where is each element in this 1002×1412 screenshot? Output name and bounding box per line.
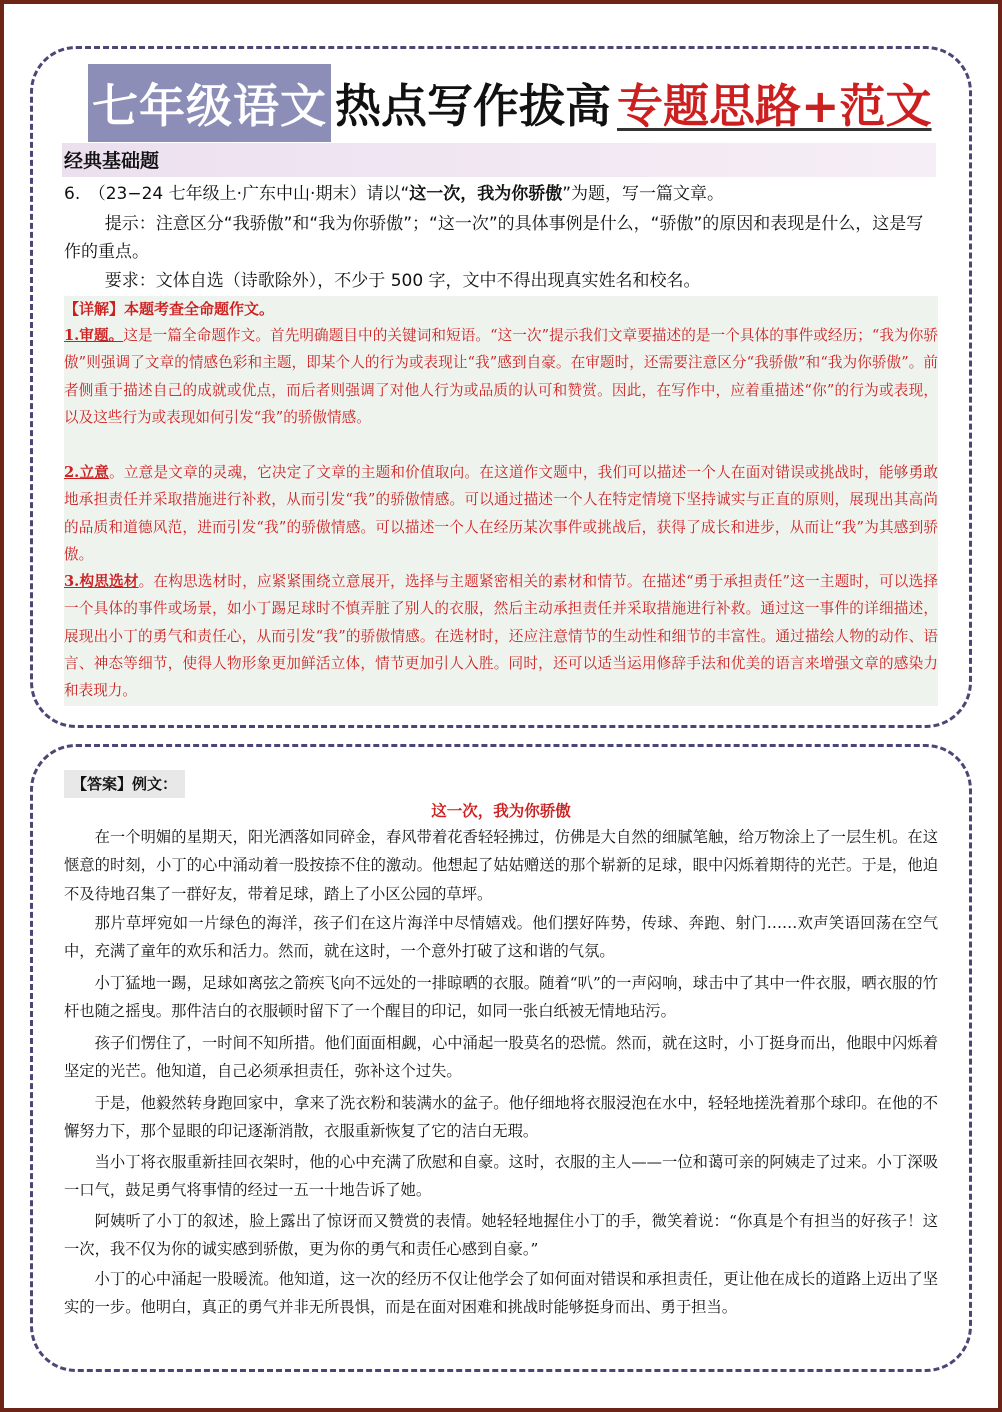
essay-title: 这一次，我为你骄傲 bbox=[431, 801, 571, 820]
explanation-item-lead: 1.审题。 bbox=[64, 327, 124, 344]
question-prefix: 6. （23−24 七年级上·广东中山·期末）请以“ bbox=[64, 184, 410, 204]
question-requirement: 要求：文体自选（诗歌除外），不少于 500 字，文中不得出现真实姓名和校名。 bbox=[104, 271, 701, 291]
explanation-item bbox=[64, 568, 938, 704]
section-bar bbox=[62, 143, 936, 177]
question-suffix: ”为题，写一篇文章。 bbox=[562, 184, 725, 204]
explanation-item-text: 这是一篇全命题作文。首先明确题目中的关键词和短语。“这一次”提示我们文章要描述的是一个具体的事件或经历；“我为你骄傲”则强调了文章的情感色彩和主题，即某个人的行为或表现让“我”感到自豪。在审题时，还需要注意区分“我骄傲”和“我为你骄傲”。前者侧重于描述自己的成就或优点，而后者则强调了对他人行为或品质的认可和赞赏。因此，在写作中，应着重描述“你”的行为或表现，以及这些行为或表现如何引发“我”的骄傲情感。 bbox=[64, 327, 938, 426]
essay-paragraph: 在一个明媚的星期天，阳光洒落如同碎金，春风带着花香轻轻拂过，仿佛是大自然的细腻笔触，给万物涂上了一层生机。在这惬意的时刻，小丁的心中涌动着一股按捺不住的激动。他想起了姑姑赠送的那个崭新的足球，眼中闪烁着期待的光芒。于是，他迫不及待地召集了一群好友，带着足球，踏上了小区公园的草坪。 bbox=[64, 828, 938, 903]
essay-paragraph: 那片草坪宛如一片绿色的海洋，孩子们在这片海洋中尽情嬉戏。他们摆好阵势，传球、奔跑、射门……欢声笑语回荡在空气中，充满了童年的欢乐和活力。然而，就在这时，一个意外打破了这和谐的气氛。 bbox=[64, 914, 938, 961]
explanation-item bbox=[64, 322, 938, 431]
essay-paragraph: 孩子们愣住了，一时间不知所措。他们面面相觑，心中涌起一股莫名的恐慌。然而，就在这时，小丁挺身而出，他眼中闪烁着坚定的光芒。他知道，自己必须承担责任，弥补这个过失。 bbox=[64, 1034, 938, 1081]
essay-paragraph: 于是，他毅然转身跑回家中，拿来了洗衣粉和装满水的盆子。他仔细地将衣服浸泡在水中，轻轻地搓洗着那个球印。在他的不懈努力下，那个显眼的印记逐渐消散，衣服重新恢复了它的洁白无瑕。 bbox=[64, 1094, 938, 1141]
title-topic: 热点写作拔高 bbox=[335, 79, 611, 133]
explanation-item-lead: 2.立意 bbox=[64, 464, 110, 481]
title-grade: 七年级语文 bbox=[88, 64, 331, 142]
explanation-item-text: 。立意是文章的灵魂，它决定了文章的主题和价值取向。在这道作文题中，我们可以描述一个人在面对错误或挑战时，能够勇敢地承担责任并采取措施进行补救，从而引发“我”的骄傲情感。可以通过描述一个人在特定情境下坚持诚实与正直的原则，展现出其高尚的品质和道德风范，进而引发“我”的骄傲情感。可以描述一个人在经历某次事件或挑战后，获得了成长和进步，从而让“我”为其感到骄傲。 bbox=[64, 464, 938, 563]
question-hint: 提示：注意区分“我骄傲”和“我为你骄傲”；“这一次”的具体事例是什么，“骄傲”的原因和表现是什么，这是写作的重点。 bbox=[64, 214, 924, 262]
essay-paragraph: 小丁猛地一踢，足球如离弦之箭疾飞向不远处的一排晾晒的衣服。随着“叭”的一声闷响，球击中了其中一件衣服，晒衣服的竹杆也随之摇曳。那件洁白的衣服顿时留下了一个醒目的印记，如同一张白纸被无情地玷污。 bbox=[64, 974, 938, 1021]
essay-paragraph: 小丁的心中涌起一股暖流。他知道，这一次的经历不仅让他学会了如何面对错误和承担责任，更让他在成长的道路上迈出了坚实的一步。他明白，真正的勇气并非无所畏惧，而是在面对困难和挑战时能够挺身而出、勇于担当。 bbox=[64, 1270, 938, 1317]
essay-paragraph: 阿姨听了小丁的叙述，脸上露出了惊讶而又赞赏的表情。她轻轻地握住小丁的手，微笑着说：“你真是个有担当的好孩子！这一次，我不仅为你的诚实感到骄傲，更为你的勇气和责任心感到自豪。” bbox=[64, 1212, 938, 1259]
question-topic: 这一次，我为你骄傲 bbox=[409, 184, 563, 204]
explanation-header: 【详解】本题考查全命题作文。 bbox=[64, 300, 275, 318]
title-subject: 专题思路+范文 bbox=[617, 79, 932, 133]
section-label: 经典基础题 bbox=[64, 150, 160, 172]
explanation-item-lead: 3.构思选材 bbox=[64, 573, 139, 590]
essay-paragraph: 当小丁将衣服重新挂回衣架时，他的心中充满了欣慰和自豪。这时，衣服的主人——一位和蔼可亲的阿姨走了过来。小丁深吸一口气，鼓足勇气将事情的经过一五一十地告诉了她。 bbox=[64, 1153, 938, 1200]
answer-tag: 【答案】例文： bbox=[64, 770, 185, 798]
explanation-item bbox=[64, 459, 938, 568]
explanation-item-text: 。在构思选材时，应紧紧围绕立意展开，选择与主题紧密相关的素材和情节。在描述“勇于承担责任”这一主题时，可以选择一个具体的事件或场景，如小丁踢足球时不慎弄脏了别人的衣服，然后主动承担责任并采取措施进行补救。通过这一事件的详细描述，展现出小丁的勇气和责任心，从而引发“我”的骄傲情感。在选材时，还应注意情节的生动性和细节的丰富性。通过描绘人物的动作、语言、神态等细节，使得人物形象更加鲜活立体，情节更加引人入胜。同时，还可以适当运用修辞手法和优美的语言来增强文章的感染力和表现力。 bbox=[64, 573, 938, 700]
question-line bbox=[64, 180, 940, 208]
page-title bbox=[88, 64, 934, 142]
